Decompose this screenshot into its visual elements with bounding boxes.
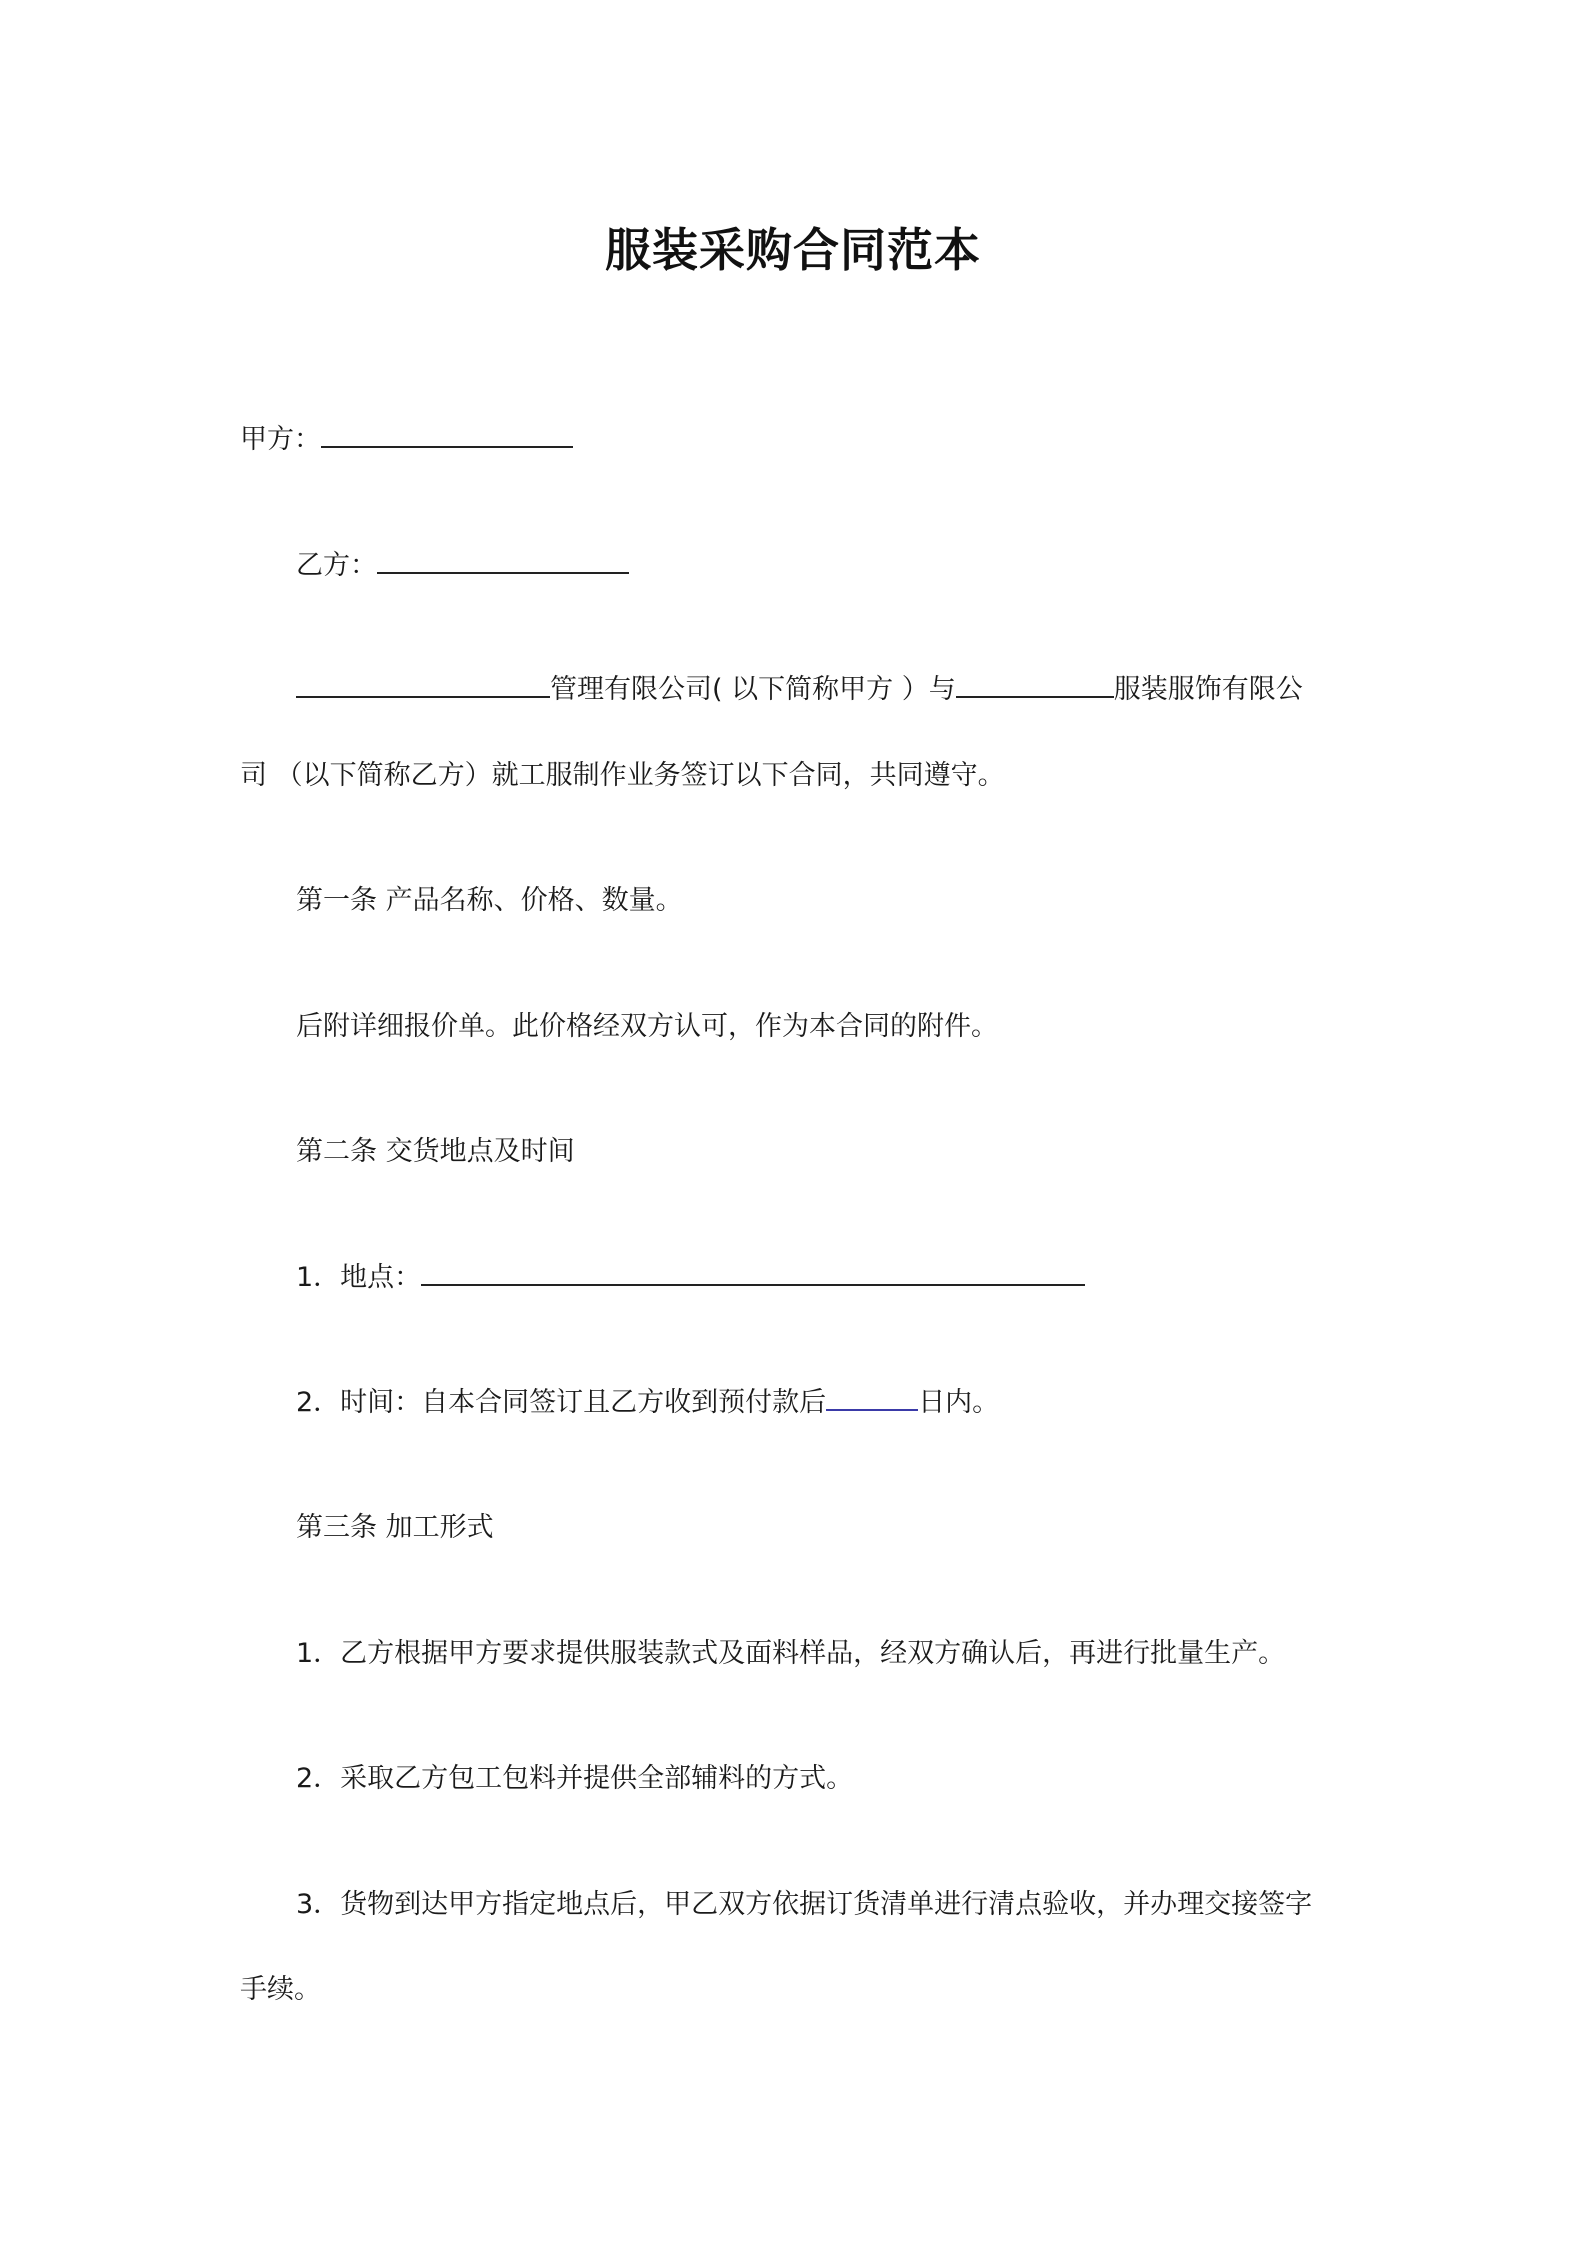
time-suffix: 日内。: [918, 1387, 1000, 1418]
article-3-item-3-line-2: 手续。: [240, 1974, 321, 2005]
party-b-line: [296, 546, 629, 586]
intro-text-2: 服装服饰有限公: [1113, 674, 1303, 705]
article-1-text: 后附详细报价单。此价格经双方认可，作为本合同的附件。: [296, 1011, 998, 1042]
time-text: 2．时间：自本合同签订且乙方收到预付款后: [296, 1387, 827, 1418]
article-1-title: 第一条 产品名称、价格、数量。: [296, 885, 683, 916]
article-2-item-1: [296, 1258, 1085, 1298]
party-a-line: [240, 420, 573, 460]
party-b-label: 乙方：: [296, 550, 377, 581]
article-3-item-1: 1．乙方根据甲方要求提供服装款式及面料样品，经双方确认后，再进行批量生产。: [296, 1638, 1286, 1669]
company-b-blank: [956, 670, 1114, 698]
article-3-item-2: 2．采取乙方包工包料并提供全部辅料的方式。: [296, 1763, 854, 1794]
party-a-blank: [321, 420, 573, 448]
document-title: 服装采购合同范本: [605, 223, 981, 277]
days-blank: [826, 1383, 918, 1411]
intro-line-2: 司 （以下简称乙方）就工服制作业务签订以下合同，共同遵守。: [240, 760, 1005, 791]
location-blank: [421, 1258, 1085, 1286]
article-3-item-3-line-1: 3．货物到达甲方指定地点后，甲乙双方依据订货清单进行清点验收，并办理交接签字: [296, 1889, 1313, 1920]
intro-line-1: [296, 670, 1303, 710]
party-a-label: 甲方：: [240, 424, 321, 455]
article-3-title: 第三条 加工形式: [296, 1512, 494, 1543]
company-a-blank: [296, 670, 550, 698]
location-label: 1．地点：: [296, 1262, 422, 1293]
party-b-blank: [377, 546, 629, 574]
intro-text-1: 管理有限公司( 以下简称甲方 ）与: [550, 674, 956, 705]
article-2-title: 第二条 交货地点及时间: [296, 1136, 575, 1167]
article-2-item-2: [296, 1383, 999, 1423]
